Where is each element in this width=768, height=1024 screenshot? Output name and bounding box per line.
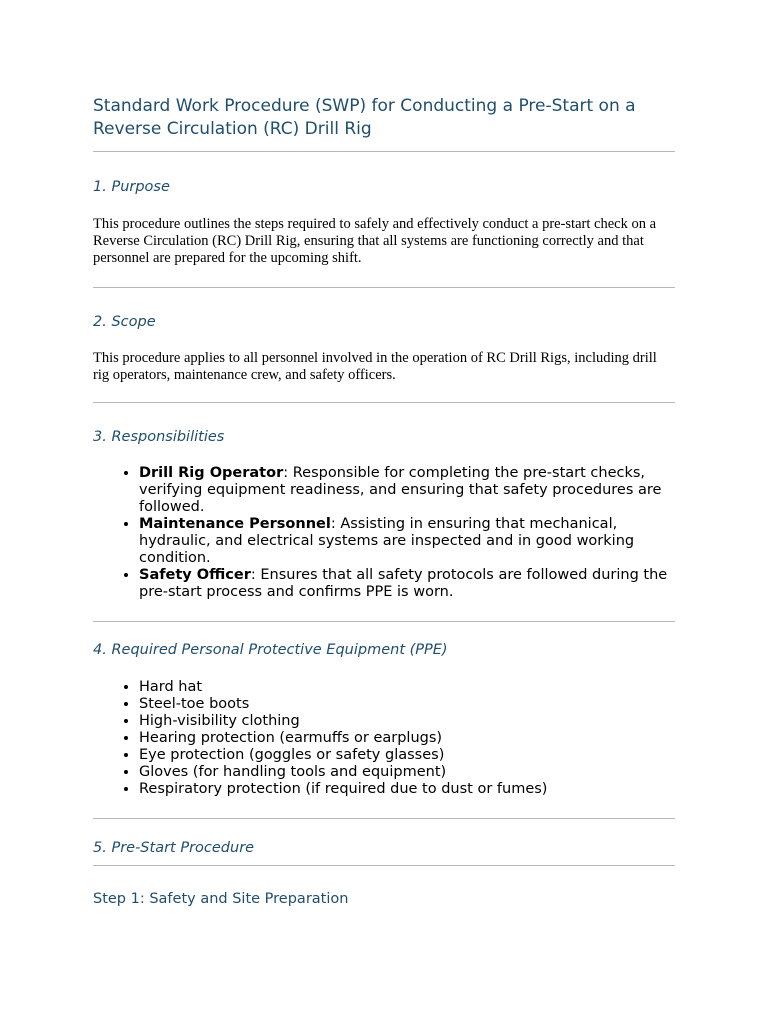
list-item: • Eye protection (goggles or safety glasses): [139, 747, 675, 764]
list-item: [139, 465, 675, 516]
ppe-list: [93, 679, 675, 798]
role-description: : Responsible for completing the pre-start checks, verifying equipment readiness, and ensuring that safety procedures are followed.: [139, 465, 662, 515]
role-description: : Assisting in ensuring that mechanical, hydraulic, and electrical systems are inspected and in good working condition.: [139, 516, 635, 566]
step-heading: Step 1: Safety and Site Preparation: [93, 891, 349, 907]
role-name: Safety Officer: [139, 567, 251, 583]
list-item: • Gloves (for handling tools and equipment): [139, 764, 675, 781]
document-content: [93, 95, 675, 908]
list-item: • Hearing protection (earmuffs or earplugs): [139, 730, 675, 747]
document-title: Standard Work Procedure (SWP) for Conducting a Pre-Start on a Reverse Circulation (RC) Drill Rig: [93, 96, 636, 139]
list-item: • Steel-toe boots: [139, 696, 675, 713]
role-description: : Ensures that all safety protocols are followed during the pre-start process and confirms PPE is worn.: [139, 567, 668, 600]
list-item: • Hard hat: [139, 679, 675, 696]
purpose-heading: 1. Purpose: [93, 179, 170, 195]
responsibilities-heading: 3. Responsibilities: [93, 429, 225, 445]
list-item: [139, 516, 675, 567]
role-name: Drill Rig Operator: [139, 465, 284, 481]
list-item: [139, 567, 675, 601]
responsibilities-list: [93, 465, 675, 601]
scope-heading: 2. Scope: [93, 314, 156, 330]
role-name: Maintenance Personnel: [139, 516, 331, 532]
scope-text: This procedure applies to all personnel involved in the operation of RC Drill Rigs, including drill rig operators, maintenance crew, and safety officers.: [93, 350, 657, 383]
ppe-heading: 4. Required Personal Protective Equipment (PPE): [93, 642, 448, 658]
list-item: • High-visibility clothing: [139, 713, 675, 730]
prestart-heading: 5. Pre-Start Procedure: [93, 840, 255, 856]
purpose-text: This procedure outlines the steps required to safely and effectively conduct a pre-start check on a Reverse Circulation (RC) Drill Rig, ensuring that all systems are functioning correctly and that personnel are prepared for the upcoming shift.: [93, 216, 657, 266]
list-item: • Respiratory protection (if required due to dust or fumes): [139, 781, 675, 798]
